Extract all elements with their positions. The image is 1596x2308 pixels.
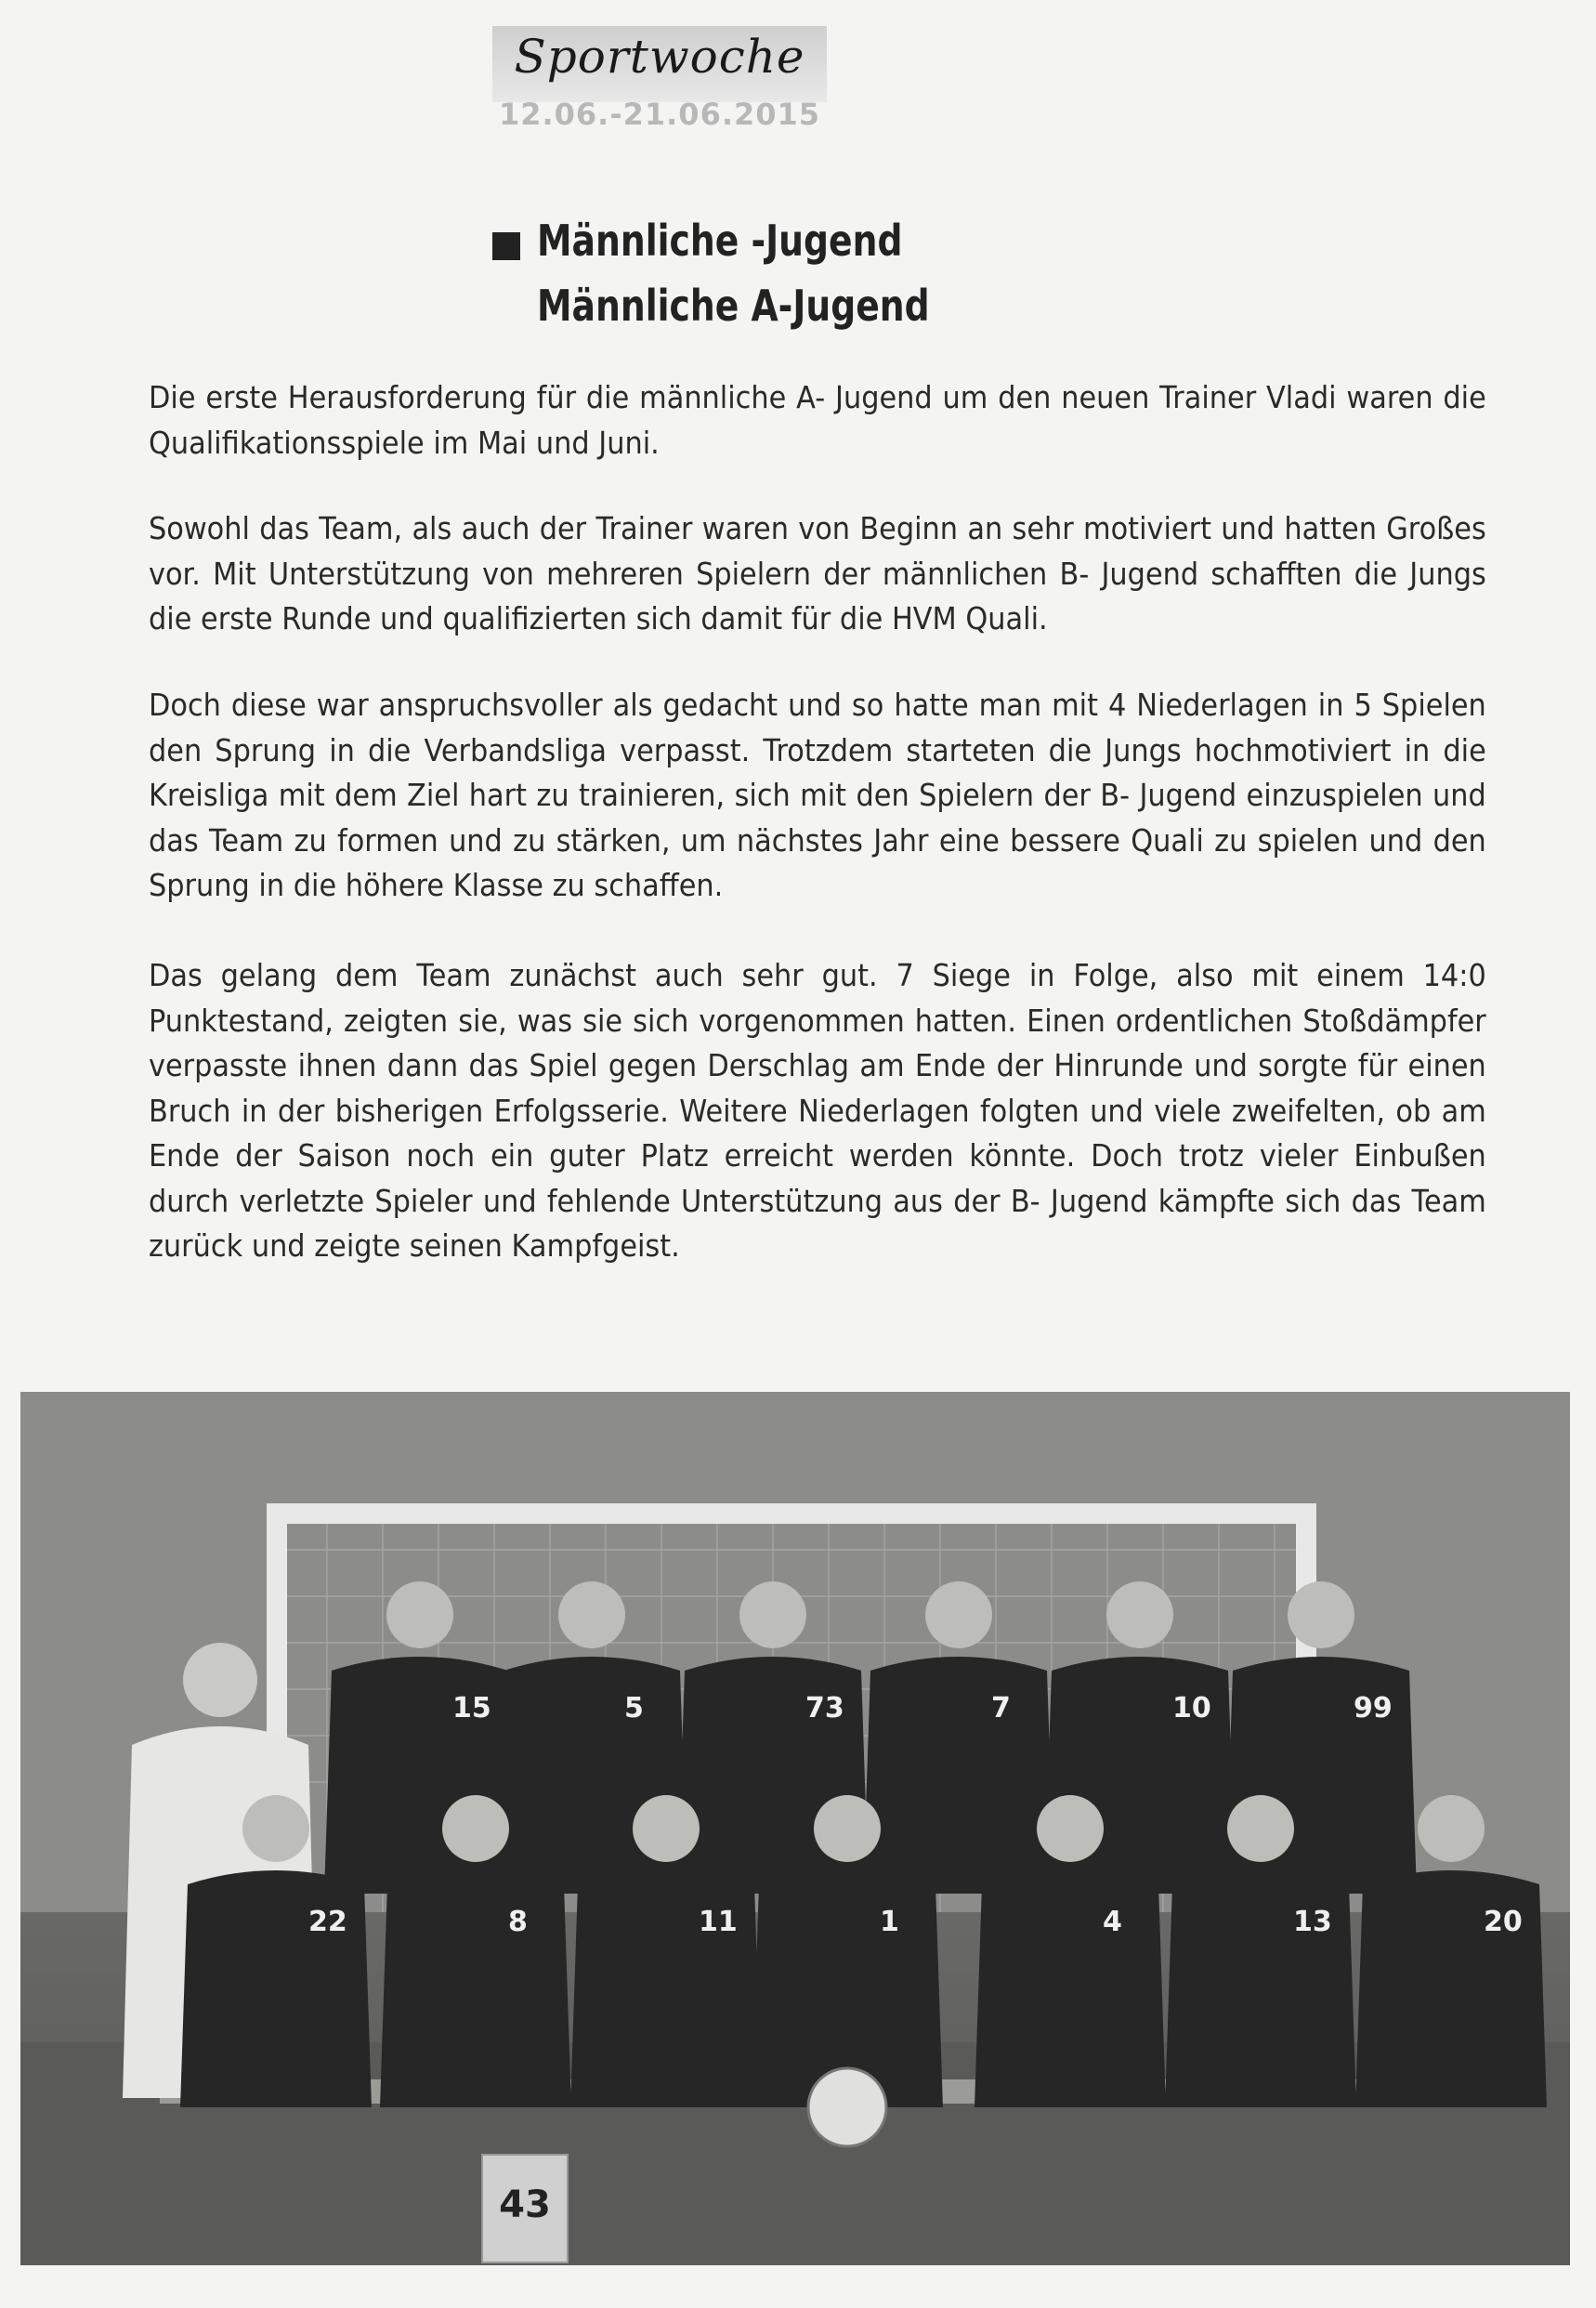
front-row-jersey-number: 4 [1103,1906,1122,1938]
back-row-jersey-number: 5 [624,1692,644,1724]
paragraph-1: Die erste Herausforderung für die männliche A- Jugend um den neuen Trainer Vladi waren die Qualifikationsspiele im Mai und Juni. [149,379,1486,461]
paragraph-4: Das gelang dem Team zunächst auch sehr gut. 7 Siege in Folge, also mit einem 14:0 Punktestand, zeigten sie, was sie sich vorgenommen hatten. Einen ordentlichen Stoßdämpfer verpasste ihnen dann das Spiel gegen Derschlag am Ende der Hinrunde und sorgte für einen Bruch in der bisherigen Erfolgsserie. Weitere Niederlagen folgten und viele zweifelten, ob am Ende der Saison noch ein guter Platz erreicht werden könnte. Doch trotz vieler Einbußen durch verletzte Spieler und fehlende Unterstützung aus der B- Jugend kämpfte sich das Team zurück und zeigte seinen Kampfgeist. [149,957,1486,1264]
section-heading-line-2: Männliche A-Jugend [537,281,930,331]
logo-text: Sportwoche [514,30,805,84]
section-heading-line-1: Männliche -Jugend [537,216,903,266]
front-row-jersey-number: 11 [699,1906,738,1938]
front-row-jersey-number: 22 [308,1906,347,1938]
back-row-jersey-number: 10 [1172,1692,1211,1724]
handball-ball [808,2068,886,2146]
back-row-jersey-number: 15 [452,1692,491,1724]
sportwoche-logo [492,26,827,102]
team-photo-illustration [20,1392,1570,2265]
paragraph-3: Doch diese war anspruchsvoller als gedacht und so hatte man mit 4 Niederlagen in 5 Spielen den Sprung in die Verbandsliga verpasst. Trotzdem starteten die Jungs hochmotiviert in die Kreisliga mit dem Ziel hart zu trainieren, sich mit den Spielern der B- Jugend einzuspielen und das Team zu formen und zu stärken, um nächstes Jahr eine bessere Quali zu spielen und den Sprung in die höhere Klasse zu schaffen. [149,687,1486,903]
front-row-jersey-number: 13 [1293,1906,1332,1938]
paragraph-2: Sowohl das Team, als auch der Trainer waren von Beginn an sehr motiviert und hatten Großes vor. Mit Unterstützung von mehreren Spielern der männlichen B- Jugend schafften die Jungs die erste Runde und qualifizierten sich damit für die HVM Quali. [149,510,1486,636]
heading-bullet-square [492,232,520,260]
page-number: 43 [499,2183,551,2226]
back-row-jersey-number: 73 [805,1692,844,1724]
event-date-range: 12.06.-21.06.2015 [498,97,821,132]
back-row-jersey-number: 99 [1354,1692,1393,1724]
front-row-jersey-number: 1 [880,1906,899,1938]
team-photo [20,1392,1570,2265]
front-row-jersey-number: 20 [1484,1906,1523,1938]
back-row-jersey-number: 7 [991,1692,1011,1724]
page-number-box [481,2154,569,2263]
front-row-jersey-number: 8 [508,1906,528,1938]
